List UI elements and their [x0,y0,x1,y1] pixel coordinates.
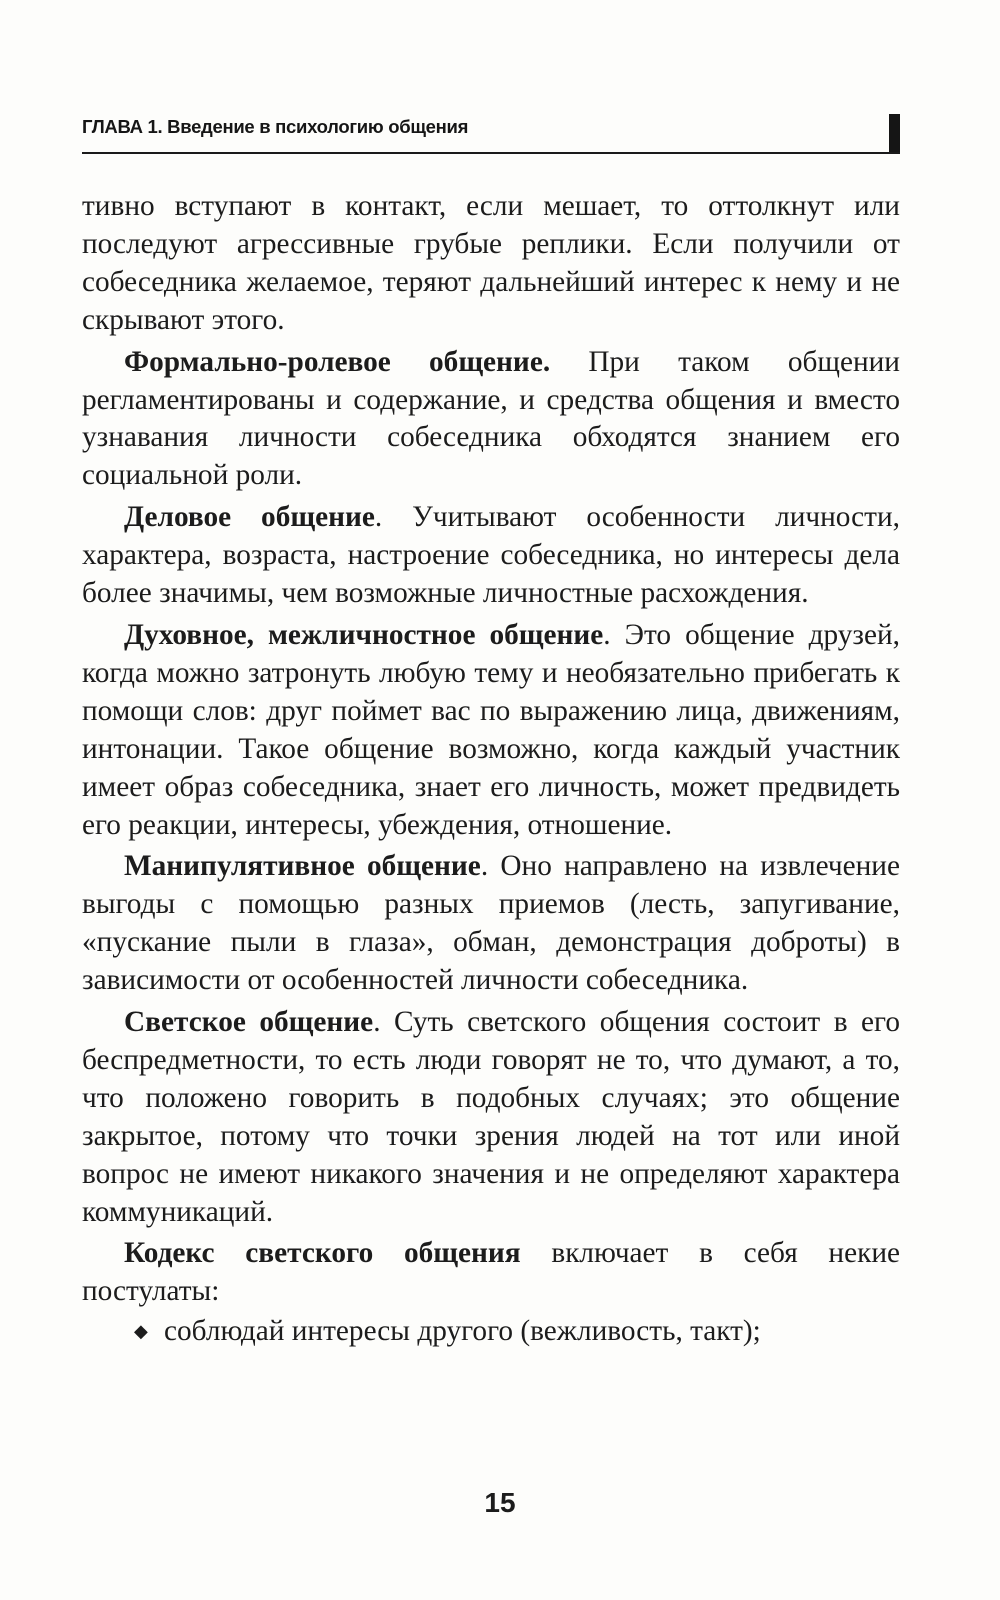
term-formal-role: Формально-ролевое общение. [124,345,551,378]
term-business: Деловое общение [124,501,375,534]
paragraph-text: тивно вступают в контакт, если мешает, то оттолкнут или последуют агрессивные грубые реплики. Если получили от собеседника желаемое, теряют дальнейший интерес к нему и не скрывают этого. [82,190,900,336]
list-item [82,1313,900,1351]
list-item-text: соблюдай интересы другого (вежливость, такт); [164,1315,761,1348]
body-text [82,188,900,1351]
paragraph-secular [82,1004,900,1231]
paragraph-text: При таком общении регламентированы и содержание, и средства общения и вместо узнавания личности собеседника обходятся знанием его социальной роли. [82,345,900,492]
paragraph-text: включает в себя некие постулаты: [82,1237,900,1308]
paragraph-text: . Оно направлено на извлечение выгоды с помощью разных приемов (лесть, запугивание, «пускание пыли в глаза», обман, демонстрация доброты) в зависимости от особенностей личности собеседника. [82,850,900,997]
paragraph-manipulative [82,848,900,1000]
running-head-title: ГЛАВА 1. Введение в психологию общения [82,116,469,137]
paragraph-spiritual [82,617,900,844]
page-number: 15 [484,1487,516,1518]
diamond-bullet-icon: ◆ [134,1321,148,1342]
paragraph-secular-code [82,1235,900,1311]
term-secular: Светское общение [124,1006,374,1039]
paragraph-text: . Суть светского общения состоит в его беспредметности, то есть люди говорят не то, что думают, а то, что положено говорить в подобных случаях; это общение закрытое, потому что точки зрения людей на тот или иной вопрос не имеют никакого значения и не определяют характера коммуникаций. [82,1006,900,1228]
paragraph-formal-role [82,344,900,496]
paragraph-continuation [82,188,900,340]
term-secular-code: Кодекс светского общения [124,1237,521,1270]
postulates-list [82,1313,900,1351]
running-head-bar-mark [889,114,900,152]
paragraph-business [82,499,900,613]
term-spiritual: Духовное, межличностное общение [124,618,604,651]
running-head [82,112,900,154]
paragraph-text: . Учитывают особенности личности, характера, возраста, настроение собеседника, но интересы дела более значимы, чем возможные личностные расхождения. [82,501,900,610]
term-manipulative: Манипулятивное общение [124,850,481,883]
paragraph-text: . Это общение друзей, когда можно затронуть любую тему и необязательно прибегать к помощи слов: друг поймет вас по выражению лица, движениям, интонации. Такое общение возможно, когда каждый участник имеет образ собеседника, знает его личность, может предвидеть его реакции, интересы, убеждения, отношение. [82,618,901,841]
